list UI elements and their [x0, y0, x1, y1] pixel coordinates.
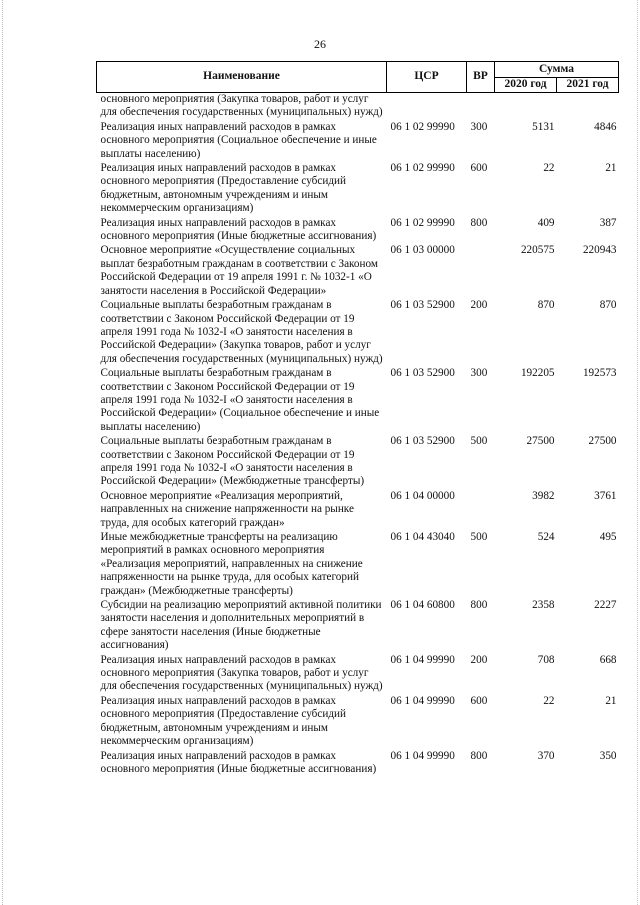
table-row: [97, 490, 619, 531]
row-vr: 300: [470, 120, 488, 133]
row-csr: 06 1 03 52900: [390, 367, 455, 380]
scan-edge-left: [2, 0, 3, 905]
row-name: Реализация иных направлений расходов в рамках основного мероприятия (Предоставление субсидий бюджетным, автономным учреждениям и иным некоммерческим организациям): [100, 694, 346, 748]
row-sum-2020: 22: [543, 694, 555, 707]
row-sum-2020: 192205: [520, 367, 555, 380]
header-name: Наименование: [97, 62, 387, 93]
table-row: [97, 367, 619, 435]
row-csr: 06 1 04 00000: [390, 489, 455, 502]
table-row: [97, 217, 619, 245]
row-name: Реализация иных направлений расходов в рамках основного мероприятия (Иные бюджетные ассигнования): [100, 216, 377, 243]
row-sum-2021: 350: [599, 749, 617, 762]
row-vr: 500: [470, 531, 488, 543]
row-sum-2020: 2358: [532, 599, 555, 612]
row-name: Социальные выплаты безработным гражданам в соответствии с Законом Российской Федерации от 19 апреля 1991 года № 1032-I «О занятости населения в Российской Федерации» (Социальное обеспечение и иные выплаты населению): [100, 367, 380, 433]
row-vr: 800: [470, 599, 488, 612]
header-sum: Сумма: [495, 62, 619, 78]
table-row: [97, 162, 619, 217]
table-row: [97, 435, 619, 490]
row-vr: [467, 93, 495, 121]
row-csr: 06 1 04 99990: [390, 694, 455, 707]
row-csr: [387, 93, 467, 121]
row-sum-2020: 524: [537, 531, 555, 543]
row-sum-2021: 387: [599, 216, 617, 229]
row-sum-2020: 409: [537, 216, 555, 229]
row-vr: 500: [470, 435, 488, 448]
row-vr: 800: [470, 216, 488, 229]
row-sum-2021: 3761: [594, 489, 617, 502]
page-number: 26: [314, 37, 326, 51]
row-csr: 06 1 04 43040: [390, 531, 455, 543]
row-sum-2020: 220575: [520, 244, 555, 257]
header-year-2021: 2021 год: [557, 77, 619, 92]
row-sum-2020: 5131: [532, 120, 555, 133]
row-sum-2021: 27500: [588, 435, 617, 448]
row-sum-2020: 708: [537, 653, 555, 666]
row-vr: 200: [470, 653, 488, 666]
row-vr: [467, 244, 495, 299]
header-year-2020: 2020 год: [495, 77, 557, 92]
row-sum-2021: 2227: [594, 599, 617, 612]
header-vr: ВР: [467, 62, 495, 93]
table-row: [97, 121, 619, 162]
table-header: [97, 62, 619, 93]
row-name: Реализация иных направлений расходов в рамках основного мероприятия (Предоставление субсидий бюджетным, автономным учреждениям и иным некоммерческим организациям): [100, 162, 346, 215]
row-name: Субсидии на реализацию мероприятий активной политики занятости населения и дополнительных мероприятий в сфере занятости населения (Иные бюджетные ассигнования): [100, 599, 382, 652]
row-vr: 600: [470, 694, 488, 707]
row-name: Иные межбюджетные трансферты на реализацию мероприятий в рамках основного мероприятия «Реализация мероприятий, направленных на снижение напряженности на рынке труда, для особых категорий граждан» (Межбюджетные трансферты): [100, 531, 363, 597]
header-csr: ЦСР: [387, 62, 467, 93]
row-csr: 06 1 02 99990: [390, 120, 455, 133]
scan-edge-right: [637, 0, 638, 905]
row-name: Реализация иных направлений расходов в рамках основного мероприятия (Социальное обеспечение и иные выплаты населению): [100, 120, 377, 160]
row-csr: 06 1 02 99990: [390, 216, 455, 229]
table-row: [97, 93, 619, 121]
row-vr: 600: [470, 162, 488, 175]
row-csr: 06 1 03 00000: [390, 244, 455, 257]
row-name: Реализация иных направлений расходов в рамках основного мероприятия (Иные бюджетные ассигнования): [100, 749, 377, 775]
table-row: [97, 654, 619, 695]
row-sum-2021: 220943: [582, 244, 617, 257]
row-csr: 06 1 04 99990: [390, 749, 455, 762]
table-row: [97, 299, 619, 367]
row-vr: [467, 490, 495, 531]
row-sum-2021: 21: [605, 162, 617, 175]
row-csr: 06 1 04 99990: [390, 653, 455, 666]
row-sum-2020: 22: [543, 162, 555, 175]
row-sum-2021: 668: [599, 653, 617, 666]
row-vr: 300: [470, 367, 488, 380]
row-csr: 06 1 02 99990: [390, 162, 455, 175]
row-csr: 06 1 03 52900: [390, 435, 455, 448]
row-name: Социальные выплаты безработным гражданам в соответствии с Законом Российской Федерации от 19 апреля 1991 года № 1032-I «О занятости населения в Российской Федерации» (Межбюджетные трансферты): [100, 435, 365, 488]
row-sum-2020: 27500: [526, 435, 555, 448]
table-row: [97, 531, 619, 599]
row-sum-2020: 870: [537, 299, 555, 312]
table-body: [97, 93, 619, 778]
row-sum-2021: 870: [599, 299, 617, 312]
row-sum-2020: [495, 93, 557, 121]
table-row: [97, 750, 619, 778]
row-sum-2021: 192573: [582, 367, 617, 380]
row-csr: 06 1 03 52900: [390, 299, 455, 312]
row-name: Реализация иных направлений расходов в рамках основного мероприятия (Закупка товаров, работ и услуг для обеспечения государственных (муниципальных) нужд): [100, 653, 383, 693]
row-sum-2021: [557, 93, 619, 121]
row-sum-2020: 3982: [532, 489, 555, 502]
table-row: [97, 599, 619, 654]
table-row: [97, 244, 619, 299]
row-name: Основное мероприятие «Осуществление социальных выплат безработным гражданам в соответствии с Законом Российской Федерации от 19 апреля 1991 г. № 1032-1 «О занятости населения в Российской Федерации»: [100, 244, 378, 297]
row-name: Основное мероприятие «Реализация мероприятий, направленных на снижение напряженности на рынке труда, для особых категорий граждан»: [100, 489, 354, 529]
row-sum-2020: 370: [537, 749, 555, 762]
row-vr: 200: [470, 299, 488, 312]
row-csr: 06 1 04 60800: [390, 599, 455, 612]
table-row: [97, 695, 619, 750]
row-vr: 800: [470, 749, 488, 762]
row-name: Социальные выплаты безработным гражданам в соответствии с Законом Российской Федерации от 19 апреля 1991 года № 1032-I «О занятости населения в Российской Федерации» (Закупка товаров, работ и услуг для обеспечения государственных (муниципальных) нужд): [100, 299, 383, 365]
row-sum-2021: 21: [605, 694, 617, 707]
row-name: основного мероприятия (Закупка товаров, работ и услуг для обеспечения государственных (муниципальных) нужд): [100, 93, 383, 119]
budget-table: [96, 61, 619, 777]
row-sum-2021: 495: [599, 531, 617, 543]
row-sum-2021: 4846: [594, 120, 617, 133]
